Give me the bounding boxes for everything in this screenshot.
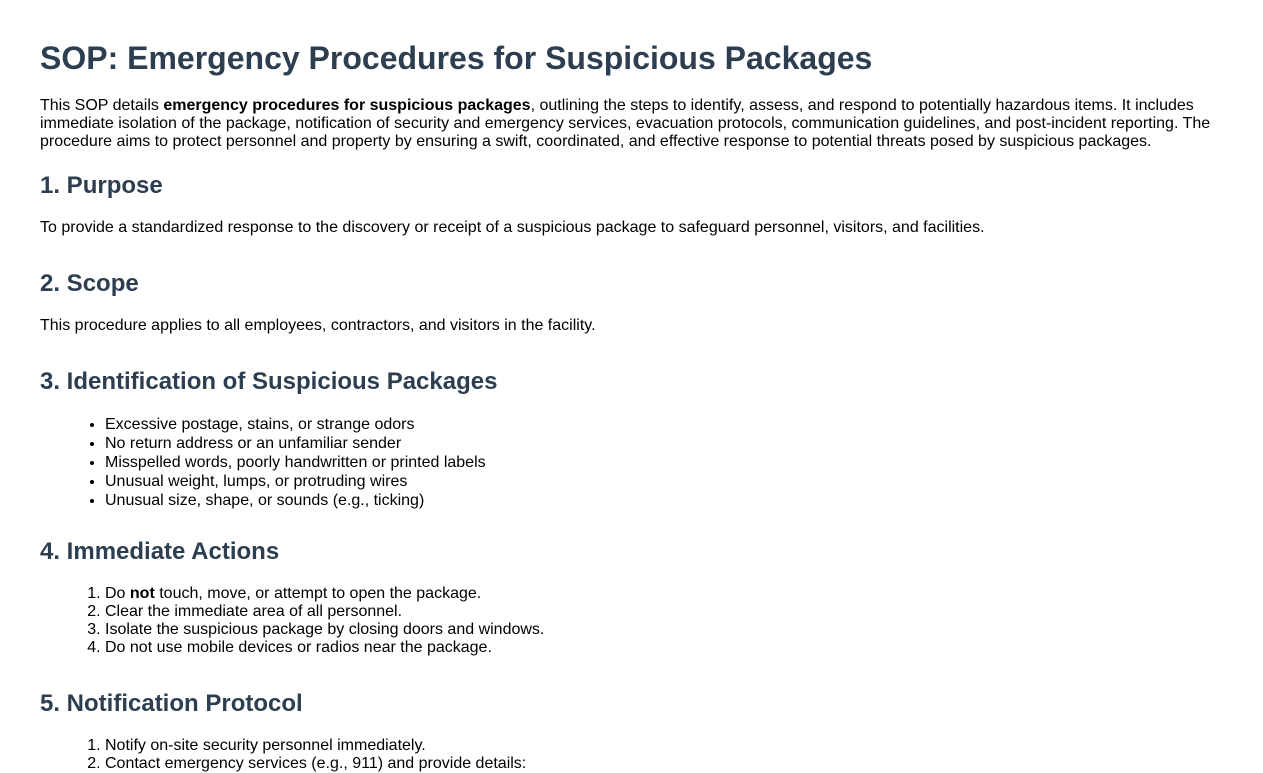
list-item: 2. Contact emergency services (e.g., 911) and provide details: bbox=[105, 755, 526, 773]
notification-list bbox=[40, 737, 526, 773]
section-heading-identification: 3. Identification of Suspicious Packages bbox=[40, 368, 498, 395]
action-1-suffix: touch, move, or attempt to open the package. bbox=[154, 585, 482, 602]
action-1-bold: not bbox=[129, 585, 155, 602]
list-item: 1. Notify on-site security personnel immediately. bbox=[105, 737, 526, 755]
intro-suffix: , outlining the steps to identify, assess, and respond to potentially hazardous items. It includes immediate isolation of the package, notification of security and emergency services, evacuation protocols, communication guidelines, and post-incident reporting. The procedure aims to protect personnel and property by ensuring a swift, coordinated, and effective response to potential threats posed by suspicious packages. bbox=[40, 97, 1211, 150]
list-item: • No return address or an unfamiliar sender bbox=[105, 434, 486, 453]
list-item: • Excessive postage, stains, or strange odors bbox=[105, 415, 486, 434]
intro-paragraph bbox=[40, 97, 1230, 151]
scope-text: This procedure applies to all employees, contractors, and visitors in the facility. bbox=[40, 317, 596, 334]
section-heading-purpose: 1. Purpose bbox=[40, 172, 163, 199]
intro-prefix: This SOP details bbox=[40, 97, 164, 114]
list-item: 4. Do not use mobile devices or radios near the package. bbox=[105, 639, 544, 657]
purpose-text: To provide a standardized response to the discovery or receipt of a suspicious package to safeguard personnel, visitors, and facilities. bbox=[40, 219, 985, 236]
list-item: • Unusual weight, lumps, or protruding wires bbox=[105, 472, 486, 491]
intro-bold: emergency procedures for suspicious packages bbox=[163, 97, 531, 114]
list-item: 3. Isolate the suspicious package by closing doors and windows. bbox=[105, 621, 544, 639]
list-item: • Unusual size, shape, or sounds (e.g., ticking) bbox=[105, 491, 486, 510]
section-heading-scope: 2. Scope bbox=[40, 270, 139, 297]
section-heading-actions: 4. Immediate Actions bbox=[40, 538, 280, 565]
action-1-prefix: Do bbox=[105, 585, 130, 602]
page-title: SOP: Emergency Procedures for Suspicious Packages bbox=[40, 40, 873, 76]
section-heading-notification: 5. Notification Protocol bbox=[40, 690, 303, 717]
list-item bbox=[105, 585, 544, 603]
list-item: 2. Clear the immediate area of all personnel. bbox=[105, 603, 544, 621]
list-item: • Misspelled words, poorly handwritten or printed labels bbox=[105, 453, 486, 472]
identification-list bbox=[40, 415, 486, 510]
actions-list bbox=[40, 585, 544, 657]
